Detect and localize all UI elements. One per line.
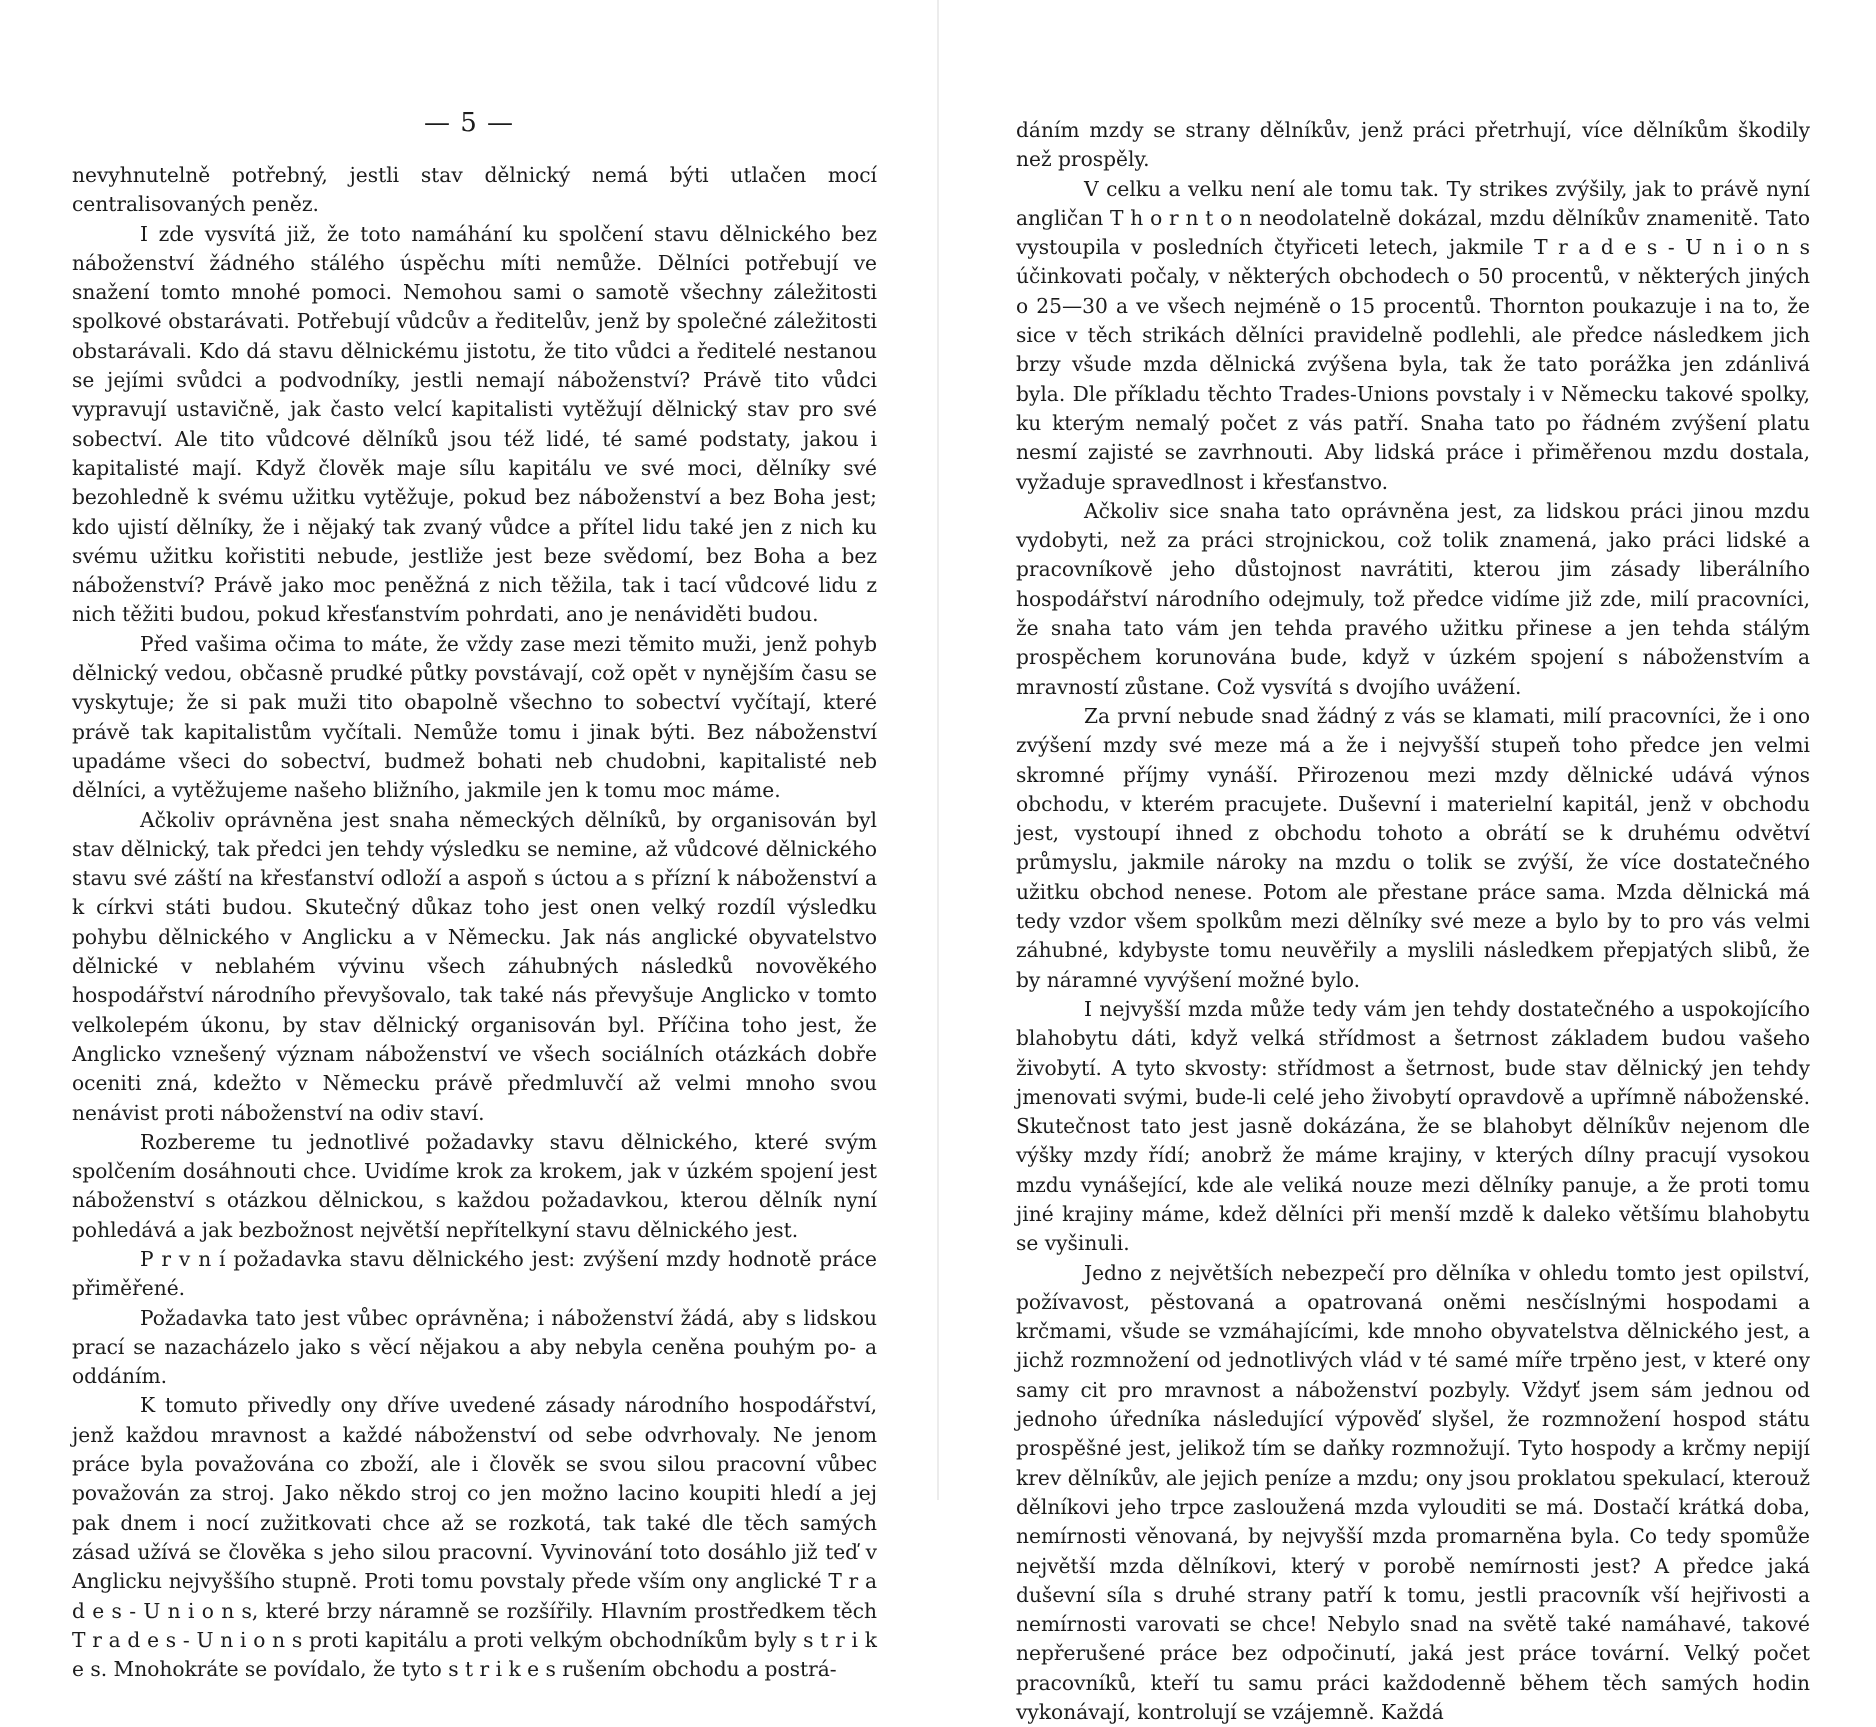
page-number: — 5 — (423, 108, 515, 138)
right-page (938, 0, 1876, 1725)
paragraph: P r v n í požadavka stavu dělnického jest: zvýšení mzdy hodnotě práce přiměřené. (72, 1246, 877, 1301)
paragraph: Za první nebude snad žádný z vás se klamati, milí pracovníci, že i ono zvýšení mzdy své meze má a že i nejvyšší stupeň toho předce jen velmi skromné příjmy vynáší. Přirozenou mezi mzdy dělnické udává výnos obchodu, v kterém pracujete. Duševní i materielní kapitál, jenž v obchodu jest, vystoupí ihned z obchodu tohoto a obrátí se k druhému odvětví průmyslu, jakmile nároky na mzdu o tolik se zvýší, že více dostatečného užitku obchod nenese. Potom ale přestane práce sama. Mzda dělnická má tedy vzdor všem spolkům mezi dělníky své meze a bylo by to pro vás velmi záhubné, kdybyste tomu neuvěřily a myslili následkem přepjatých slibů, že by náramné vyvýšení možné bylo. (1016, 703, 1810, 992)
paragraph: I nejvyšší mzda může tedy vám jen tehdy dostatečného a uspokojícího blahobytu dáti, když velká střídmost a šetrnost základem budou vašeho živobytí. A tyto skvosty: střídmost a šetrnost, bude stav dělnický jen tehdy jmenovati svými, bude-li celé jeho živobytí opravdově a upřímně náboženské. Skutečnost tato jest jasně dokázána, že se blahobyt dělníkův nejenom dle výšky mzdy řídí; anobrž že máme krajiny, v kterých dílny pracují vysokou mzdu vynášející, kde ale veliká nouze mezi dělníky panuje, a že proti tomu jiné krajiny máme, kdež dělníci při menší mzdě k daleko většímu blahobytu se vyšinuli. (1016, 996, 1810, 1256)
paragraph: I zde vysvítá již, že toto namáhání ku spolčení stavu dělnického bez náboženství žádného stálého úspěchu míti nemůže. Dělníci potřebují ve snažení tomto mnohé pomoci. Nemohou sami o samotě všechny záležitosti spolkové obstarávati. Potřebují vůdcův a ředitelův, jenž by společné záležitosti obstarávali. Kdo dá stavu dělnickému jistotu, že tito vůdci a ředitelé nestanou se jejími svůdci a podvodníky, jestli nemají náboženství? Právě tito vůdci vypravují ustavičně, jak často velcí kapitalisti vytěžují dělnický stav pro své sobectví. Ale tito vůdcové dělníků jsou též lidé, té samé podstaty, jakou i kapitalisté mají. Když člověk maje sílu kapitálu ve své moci, dělníky své bezohledně k svému užitku vytěžuje, pokud bez náboženství a bez Boha jest; kdo ujistí dělníky, že i nějaký tak zvaný vůdce a přítel lidu také jen z nich ku svému užitku kořistiti nebude, jestliže jest beze svědomí, bez Boha a bez náboženství? Právě jako moc peněžná z nich těžila, tak i tací vůdcové lidu z nich těžiti budou, pokud křesťanstvím pohrdati, ano je nenáviděti budou. (72, 221, 877, 627)
paragraph: dáním mzdy se strany dělníkův, jenž práci přetrhují, více dělníkům škodily než prospěly. (1016, 118, 1810, 172)
paragraph: Ačkoliv oprávněna jest snaha německých dělníků, by organisován byl stav dělnický, tak předci jen tehdy výsledku se nemine, až vůdcové dělnického stavu své záští na křesťanství odloží a aspoň s úctou a s přízní k náboženství a k církvi státi budou. Skutečný důkaz toho jest onen velký rozdíl výsledku pohybu dělnického v Anglicku a v Německu. Jak nás anglické obyvatelstvo dělnické v neblahém vývinu všech záhubných následků novověkého hospodářství národního převyšovalo, tak také nás převyšuje Anglicko v tomto velkolepém úkonu, by stav dělnický organisován byl. Příčina toho jest, že Anglicko vznešený význam náboženství ve všech sociálních otázkách dobře oceniti zná, kdežto v Německu právě předmluvčí až velmi mnoho svou nenávist proti náboženství na odiv staví. (72, 807, 877, 1125)
paragraph: nevyhnutelně potřebný, jestli stav dělnický nemá býti utlačen mocí centralisovaných peněz. (72, 163, 877, 217)
left-text-column (72, 161, 877, 1684)
paragraph: V celku a velku není ale tomu tak. Ty strikes zvýšily, jak to právě nyní angličan T h o r n t o n neodolatelně dokázal, mzdu dělníkův znamenitě. Tato vystoupila v posledních čtyřiceti letech, jakmile T r a d e s - U n i o n s účinkovati počaly, v některých obchodech o 50 procentů, v některých jiných o 25—30 a ve všech nejméně o 15 procentů. Thornton poukazuje i na to, že sice v těch strikách dělníci pravidelně podlehli, ale předce následkem jich brzy všude mzda dělnická zvýšena byla, tak že tato porážka jen zdánlivá byla. Dle příkladu těchto Trades-Unions povstaly i v Německu takové spolky, ku kterým nemalý počet z vás patří. Snaha tato po řádném zvýšení platu nesmí zajisté se zavrhnouti. Aby lidská práce i přiměřenou mzdu dostala, vyžaduje spravedlnost i křesťanstvo. (1016, 176, 1810, 494)
paragraph: Rozbereme tu jednotlivé požadavky stavu dělnického, které svým spolčením dosáhnouti chce. Uvidíme krok za krokem, jak v úzkém spojení jest náboženství s otázkou dělnickou, s každou požadavkou, kterou dělník nyní pohledává a jak bezbožnost největší nepřítelkyní stavu dělnického jest. (72, 1129, 877, 1242)
paragraph: K tomuto přivedly ony dříve uvedené zásady národního hospodářství, jenž každou mravnost a každé náboženství od sebe odvrhovaly. Ne jenom práce byla považována co zboží, ale i člověk se svou silou pracovní vůbec považován za stroj. Jako někdo stroj co jen možno lacino koupiti hledí a jej pak dnem i nocí zužitkovati chce až se rozkotá, tak také dle těch samých zásad užívá se člověka s jeho silou pracovní. Vyvinování toto dosáhlo již teď v Anglicku nejvyššího stupně. Proti tomu povstaly přede vším ony anglické T r a d e s - U n i o n s, které brzy náramně se rozšířily. Hlavním prostředkem těch T r a d e s - U n i o n s proti kapitálu a proti velkým obchodníkům byly s t r i k e s. Mnohokráte se povídalo, že tyto s t r i k e s rušením obchodu a postrá- (72, 1393, 877, 1682)
paragraph: Před vašima očima to máte, že vždy zase mezi těmito muži, jenž pohyb dělnický vedou, občasně prudké půtky povstávají, což opět v nynějším času se vyskytuje; že si pak muži tito obapolně všechno to sobectví vyčítají, které právě tak kapitalistům vyčítali. Nemůže tomu i jinak býti. Bez náboženství upadáme všeci do sobectví, budmež bohati neb chudobni, kapitalisté neb dělníci, a vytěžujeme našeho bližního, jakmile jen k tomu moc máme. (72, 631, 877, 803)
paragraph: Ačkoliv sice snaha tato oprávněna jest, za lidskou práci jinou mzdu vydobyti, než za práci strojnickou, což tolik znamená, jako práci lidské a pracovníkově jeho důstojnost navrátiti, kterou jim zásady liberálního hospodářství národního odejmuly, tož předce vidíme již zde, milí pracovníci, že snaha tato vám jen tehda pravého užitku přinese a jen tehda stálým prospěchem korunována bude, když v úzkém spojení s náboženstvím a mravností zůstane. Což vysvítá s dvojího uvážení. (1016, 498, 1810, 699)
left-page (0, 0, 938, 1682)
right-text-column (1016, 116, 1810, 1727)
paragraph: Jedno z největších nebezpečí pro dělníka v ohledu tomto jest opilství, požívavost, pěstovaná a opatrovaná oněmi nesčíslnými hospodami a krčmami, všude se vzmáhajícími, kde mnoho obyvatelstva dělnického jest, a jichž rozmnožení od jednotlivých vlád v té samé míře trpěno jest, v které ony samy cit pro mravnost a náboženství pozbyly. Vždyť jsem sám jednou od jednoho úředníka následující výpověď slyšel, že rozmnožení hospod státu prospěšné jest, jelikož tím se daňky rozmnožují. Tyto hospody a krčmy nepijí krev dělníkův, ale jejich peníze a mzdu; ony jsou proklatou spekulací, kterouž dělníkovi jeho trpce zasloužená mzda vylouditi se má. Dostačí krátká doba, nemírnosti věnovaná, by nejvyšší mzda promarněna byla. Co tedy spomůže největší mzda dělníkovi, který v porobě nemírnosti jest? A předce jaká duševní síla s druhé strany patří k tomu, jestli pracovník vší hejřivosti a nemírnosti varovati se chce! Nebylo snad na světě také namáhavé, takové nepřerušené práce bez odpočinutí, jaká jest práce tovární. Velký počet pracovníků, kteří tu samu práci každodenně během těch samých hodin vykonávají, kontrolují se vzájemně. Každá (1016, 1260, 1810, 1725)
paragraph: Požadavka tato jest vůbec oprávněna; i náboženství žádá, aby s lidskou prací se nazacházelo jako s věcí nějakou a aby nebyla ceněna pouhým po- a oddáním. (72, 1305, 877, 1389)
